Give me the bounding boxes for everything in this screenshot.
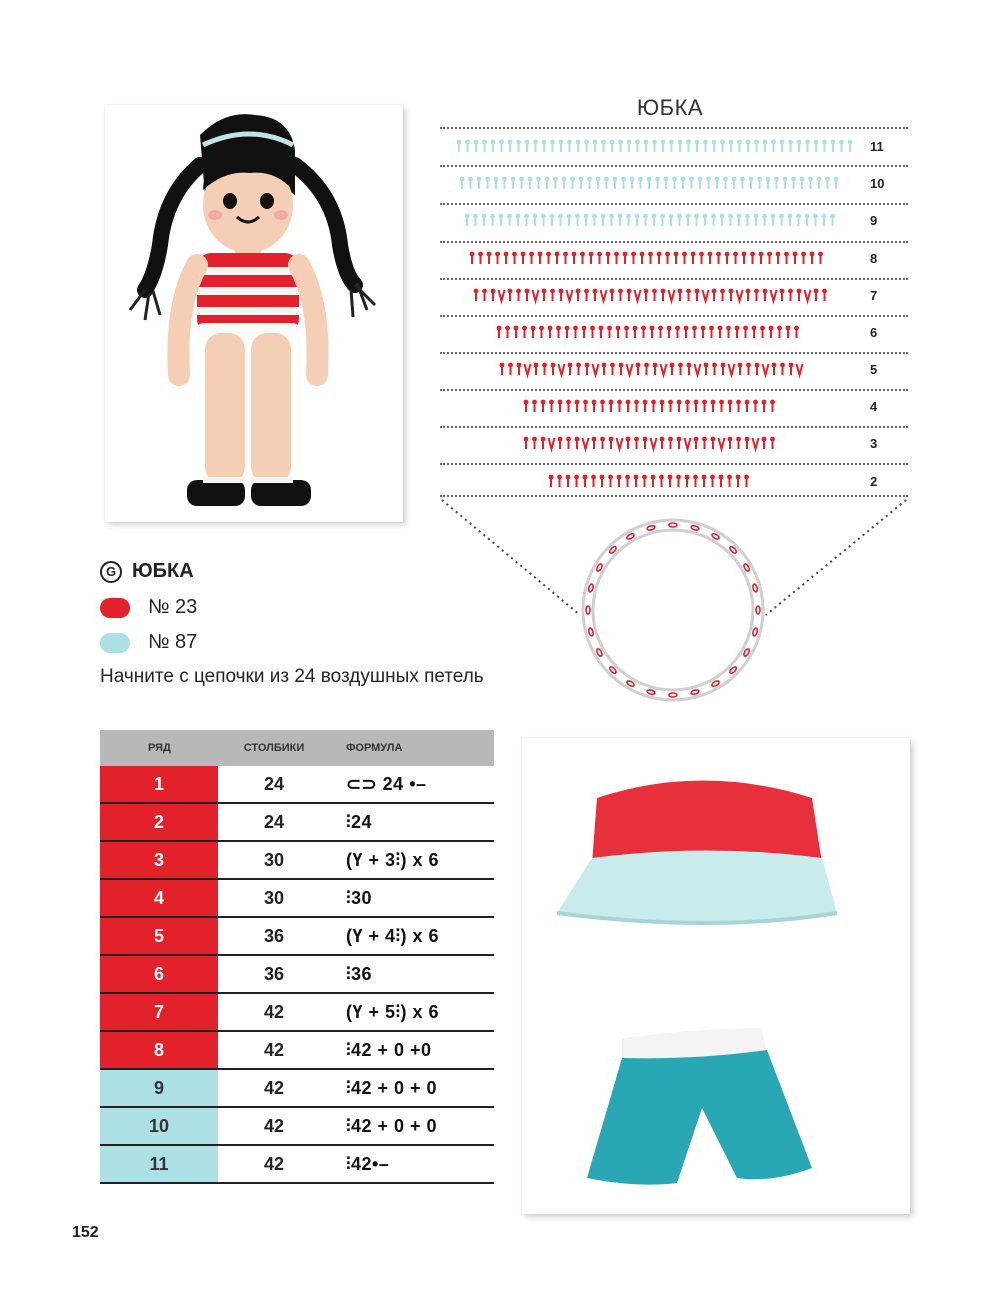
diagram-row-number: 4 [870, 399, 878, 414]
row-formula: (Ү + 3⫶) х 6 [330, 841, 494, 879]
row-divider [440, 165, 908, 167]
row-number: 9 [100, 1069, 218, 1107]
chain-stitch [752, 584, 758, 593]
row-number: 6 [100, 955, 218, 993]
table-row [100, 879, 494, 917]
row-formula: ⊂⊃ 24 •– [330, 766, 494, 803]
stitch-row-5 [498, 360, 805, 380]
diagram-row-number: 10 [870, 176, 885, 191]
diagram-row-number: 9 [870, 213, 878, 228]
row-divider [440, 389, 908, 391]
row-formula: ⫶42 + 0 +0 [330, 1031, 494, 1069]
row-number: 2 [100, 803, 218, 841]
chain-stitch [647, 689, 656, 695]
intro-text: Начните с цепочки из 24 воздушных петель [100, 666, 484, 687]
yarn-swatch-red [100, 598, 130, 618]
stitch-count: 42 [218, 1069, 330, 1107]
stitch-count: 30 [218, 879, 330, 917]
skirt-shorts-photo [522, 738, 910, 1214]
diagram-row-number: 5 [870, 362, 878, 377]
doll-photo [105, 105, 403, 522]
stitch-count: 36 [218, 955, 330, 993]
row-divider [440, 127, 908, 129]
row-number: 4 [100, 879, 218, 917]
row-divider [440, 463, 908, 465]
row-divider [440, 352, 908, 354]
stitch-row-4 [522, 397, 782, 417]
yarn-label: № 23 [148, 596, 198, 618]
row-number: 1 [100, 766, 218, 803]
row-divider [440, 426, 908, 428]
diagram-row-number: 11 [870, 139, 884, 154]
stitch-count: 30 [218, 841, 330, 879]
table-row [100, 1145, 494, 1183]
row-number: 5 [100, 917, 218, 955]
row-formula: ⫶42•– [330, 1145, 494, 1183]
chain-stitch [669, 523, 677, 527]
header-row: РЯД [100, 730, 218, 766]
stitch-row-3 [522, 434, 779, 454]
stitch-count: 42 [218, 1031, 330, 1069]
stitch-count: 24 [218, 803, 330, 841]
stitch-count: 42 [218, 1145, 330, 1183]
row-divider [440, 203, 908, 205]
stitch-count: 24 [218, 766, 330, 803]
yarn-blue [100, 631, 197, 654]
stitch-row-6 [495, 323, 808, 343]
row-formula: ⫶24 [330, 803, 494, 841]
section-title: ЮБКА [132, 560, 194, 582]
stitch-count: 42 [218, 993, 330, 1031]
row-number: 3 [100, 841, 218, 879]
page-number: 152 [72, 1224, 99, 1241]
diagram-title: ЮБКА [636, 95, 704, 120]
row-number: 8 [100, 1031, 218, 1069]
stitch-count: 42 [218, 1107, 330, 1145]
stitch-row-10 [458, 174, 846, 194]
table-row [100, 1107, 494, 1145]
table-row [100, 1069, 494, 1107]
row-formula: ⫶42 + 0 + 0 [330, 1069, 494, 1107]
pattern-table [100, 730, 494, 1184]
section-marker: G [100, 561, 122, 583]
table-row [100, 917, 494, 955]
row-formula: ⫶42 + 0 + 0 [330, 1107, 494, 1145]
header-formula: ФОРМУЛА [330, 730, 494, 766]
table-row [100, 1031, 494, 1069]
table-header [100, 730, 494, 766]
diagram-row-number: 3 [870, 436, 878, 451]
chain-stitch [691, 689, 700, 695]
section-heading [100, 560, 194, 583]
yarn-red [100, 596, 197, 619]
table-row [100, 803, 494, 841]
stitch-row-7 [472, 286, 830, 306]
stitch-count: 36 [218, 917, 330, 955]
chain-stitch [756, 606, 760, 614]
diagram-row-number: 6 [870, 325, 878, 340]
chain-stitch [752, 628, 758, 637]
header-stitches: СТОЛБИКИ [218, 730, 330, 766]
row-divider [440, 315, 908, 317]
row-formula: ⫶36 [330, 955, 494, 993]
row-number: 11 [100, 1145, 218, 1183]
chain-stitch [588, 584, 594, 593]
row-divider [440, 241, 908, 243]
foundation-circle-diagram [440, 495, 910, 705]
stitch-row-9 [463, 211, 840, 231]
row-formula: (Ү + 5⫶) х 6 [330, 993, 494, 1031]
stitch-row-2 [547, 472, 755, 492]
diagram-row-number: 7 [870, 288, 878, 303]
diagram-row-number: 8 [870, 251, 878, 266]
skirt-shorts-illustration [522, 738, 910, 1214]
row-divider [440, 278, 908, 280]
row-number: 10 [100, 1107, 218, 1145]
stitch-row-8 [468, 249, 833, 269]
chain-stitch [669, 693, 677, 697]
chain-stitch [691, 525, 700, 531]
row-formula: ⫶30 [330, 879, 494, 917]
yarn-swatch-blue [100, 633, 130, 653]
stitch-row-11 [455, 137, 858, 157]
chain-stitch [586, 606, 590, 614]
row-formula: (Ү + 4⫶) х 6 [330, 917, 494, 955]
table-row [100, 766, 494, 803]
table-row [100, 841, 494, 879]
row-number: 7 [100, 993, 218, 1031]
table-row [100, 993, 494, 1031]
table-row [100, 955, 494, 993]
chain-stitch [588, 628, 594, 637]
yarn-label: № 87 [148, 631, 198, 653]
doll-illustration [105, 105, 403, 522]
chain-stitch [647, 525, 656, 531]
diagram-row-number: 2 [870, 474, 878, 489]
